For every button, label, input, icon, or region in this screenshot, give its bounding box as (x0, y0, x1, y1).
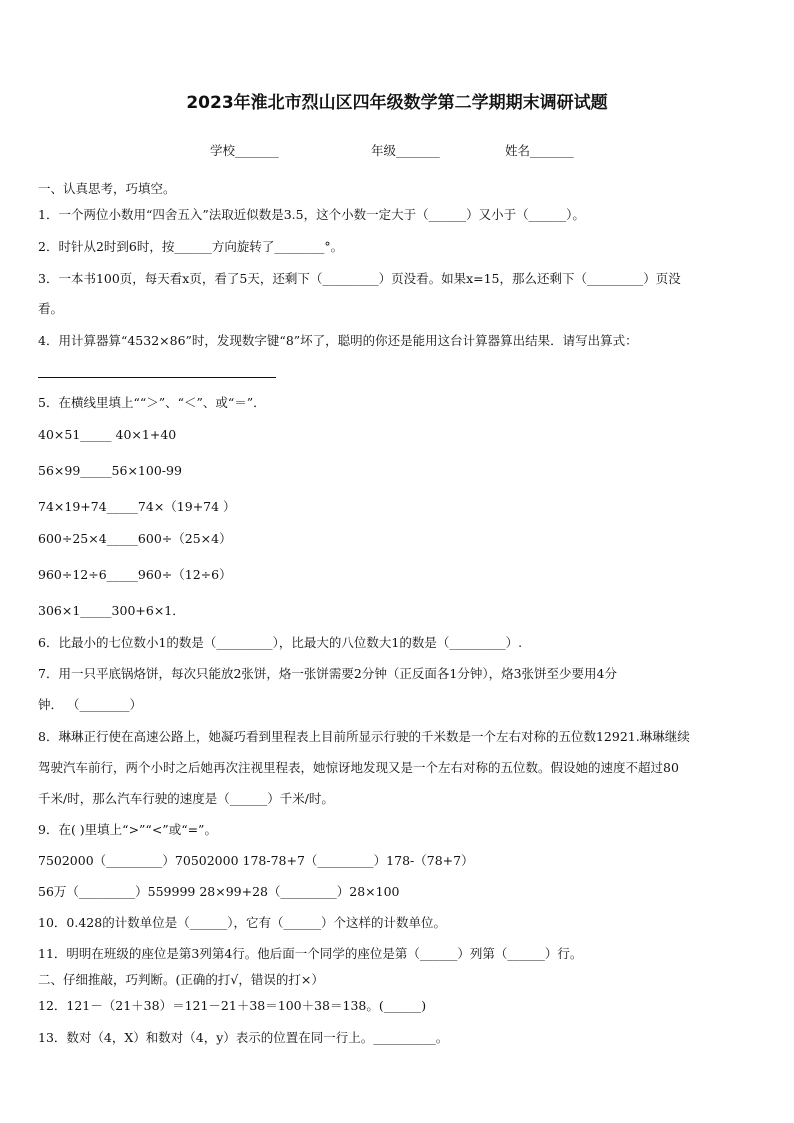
question-6: 6．比最小的七位数小1的数是（_________），比最大的八位数大1的数是（_________）. (38, 635, 523, 650)
compare-item: 960÷12÷6_____960÷（12÷6） (38, 567, 232, 582)
question-11: 11．明明在班级的座位是第3列第4行。他后面一个同学的座位是第（______）列第（______）行。 (38, 946, 583, 961)
question-4: 4．用计算器算“4532×86”时，发现数字键“8”坏了，聪明的你还是能用这台计算器算出结果．请写出算式： (38, 333, 638, 348)
question-7: 7．用一只平底锅烙饼，每次只能放2张饼，烙一张饼需要2分钟（正反面各1分钟），烙3张饼至少要用4分 (38, 666, 617, 681)
compare-item: 56×99_____56×100-99 (38, 463, 182, 478)
question-7-cont: 钟． （________） (38, 697, 142, 712)
compare-item: 306×1_____300+6×1． (38, 603, 185, 618)
section-heading: 一、认真思考，巧填空。 (38, 181, 176, 196)
question-10: 10．0.428的计数单位是（______），它有（______）个这样的计数单位。 (38, 915, 446, 930)
question-8-cont: 千米/时，那么汽车行驶的速度是（______）千米/时。 (38, 791, 334, 806)
question-5: 5．在横线里填上““＞”、“＜”、或“＝”． (38, 395, 266, 410)
question-9-row: 56万（_________）559999 28×99+28（_________）28×100 (38, 884, 400, 899)
question-12: 12．121－（21＋38）＝121－21＋38＝100＋38＝138。(______) (38, 998, 427, 1013)
question-3: 3．一本书100页，每天看x页，看了5天，还剩下（_________）页没看。如果x=15，那么还剩下（_________）页没 (38, 271, 681, 286)
school-field: 学校_______ (210, 143, 279, 158)
page-title: 2023年淮北市烈山区四年级数学第二学期期末调研试题 (186, 93, 608, 113)
question-2: 2．时针从2时到6时，按______方向旋转了________°。 (38, 239, 344, 254)
question-8-cont: 驾驶汽车前行，两个小时之后她再次注视里程表，她惊讶地发现又是一个左右对称的五位数。假设她的速度不超过80 (38, 760, 679, 775)
compare-item: 74×19+74_____74×（19+74 ） (38, 499, 236, 514)
compare-item: 40×51_____ 40×1+40 (38, 427, 177, 442)
question-9: 9．在( )里填上“>”“<”或“=”。 (38, 822, 217, 837)
name-field: 姓名_______ (505, 143, 574, 158)
grade-field: 年级_______ (371, 143, 440, 158)
section-heading: 二、仔细推敲，巧判断。(正确的打√，错误的打×） (38, 972, 324, 987)
question-9-row: 7502000（_________）70502000 178-78+7（_________）178-（78+7） (38, 853, 474, 868)
question-8: 8．琳琳正行使在高速公路上，她凝巧看到里程表上目前所显示行驶的千米数是一个左右对称的五位数12921.琳琳继续 (38, 729, 690, 744)
answer-line (38, 377, 276, 378)
question-3-cont: 看。 (38, 301, 64, 316)
compare-item: 600÷25×4_____600÷（25×4） (38, 531, 232, 546)
question-13: 13．数对（4，X）和数对（4，y）表示的位置在同一行上。__________。 (38, 1030, 449, 1045)
question-1: 1．一个两位小数用“四舍五入”法取近似数是3.5，这个小数一定大于（______）又小于（______）。 (38, 207, 585, 222)
